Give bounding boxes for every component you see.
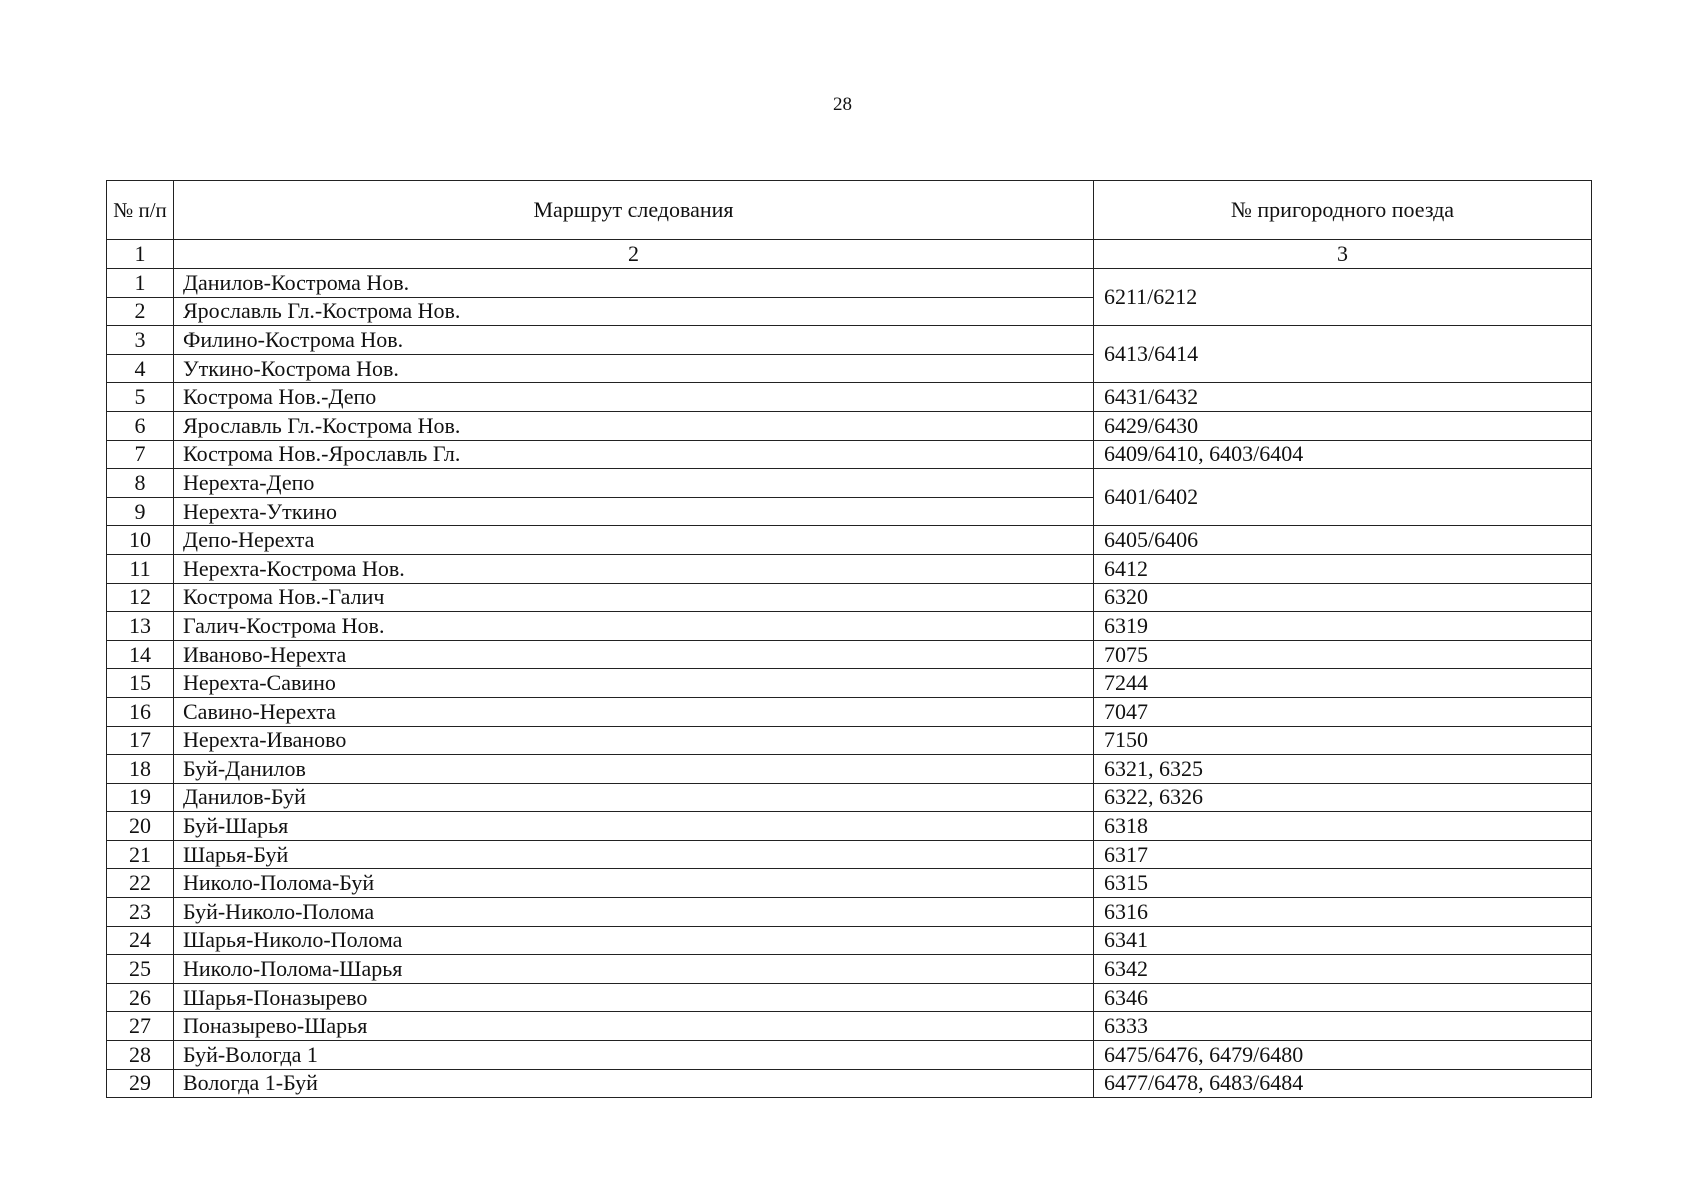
train-number-cell: 6211/6212 bbox=[1094, 269, 1592, 326]
table-row bbox=[107, 383, 1592, 412]
header-row bbox=[107, 181, 1592, 240]
train-number-cell: 6315 bbox=[1094, 869, 1592, 898]
table-row bbox=[107, 812, 1592, 841]
row-number: 27 bbox=[107, 1012, 174, 1041]
table-row bbox=[107, 697, 1592, 726]
train-number-cell: 6405/6406 bbox=[1094, 526, 1592, 555]
train-number-cell: 6342 bbox=[1094, 955, 1592, 984]
row-number: 26 bbox=[107, 983, 174, 1012]
train-number-cell: 6412 bbox=[1094, 554, 1592, 583]
route-cell: Буй-Вологда 1 bbox=[174, 1041, 1094, 1070]
row-number: 20 bbox=[107, 812, 174, 841]
route-cell: Шарья-Буй bbox=[174, 840, 1094, 869]
train-number-cell: 6477/6478, 6483/6484 bbox=[1094, 1069, 1592, 1098]
route-cell: Николо-Полома-Шарья bbox=[174, 955, 1094, 984]
table-row bbox=[107, 869, 1592, 898]
train-number-cell: 6413/6414 bbox=[1094, 326, 1592, 383]
train-number-cell: 6318 bbox=[1094, 812, 1592, 841]
row-number: 7 bbox=[107, 440, 174, 469]
table-row bbox=[107, 326, 1592, 355]
route-cell: Нерехта-Депо bbox=[174, 469, 1094, 498]
table-row bbox=[107, 411, 1592, 440]
train-number-cell: 6431/6432 bbox=[1094, 383, 1592, 412]
route-cell: Кострома Нов.-Галич bbox=[174, 583, 1094, 612]
page-number: 28 bbox=[833, 94, 852, 115]
route-cell: Нерехта-Кострома Нов. bbox=[174, 554, 1094, 583]
table-header bbox=[107, 181, 1592, 269]
table-row bbox=[107, 640, 1592, 669]
train-number-cell: 7244 bbox=[1094, 669, 1592, 698]
train-number-cell: 6317 bbox=[1094, 840, 1592, 869]
row-number: 29 bbox=[107, 1069, 174, 1098]
column-number-row bbox=[107, 240, 1592, 269]
table-row bbox=[107, 526, 1592, 555]
routes-table bbox=[106, 180, 1592, 1098]
row-number: 11 bbox=[107, 554, 174, 583]
table-row bbox=[107, 440, 1592, 469]
table-row bbox=[107, 898, 1592, 927]
train-number-cell: 6346 bbox=[1094, 983, 1592, 1012]
table-body bbox=[107, 269, 1592, 1098]
column-number-3: 3 bbox=[1094, 240, 1592, 269]
row-number: 4 bbox=[107, 354, 174, 383]
row-number: 17 bbox=[107, 726, 174, 755]
table-row bbox=[107, 726, 1592, 755]
table-row bbox=[107, 612, 1592, 641]
route-cell: Данилов-Кострома Нов. bbox=[174, 269, 1094, 298]
row-number: 28 bbox=[107, 1041, 174, 1070]
train-number-cell: 6316 bbox=[1094, 898, 1592, 927]
route-cell: Депо-Нерехта bbox=[174, 526, 1094, 555]
row-number: 23 bbox=[107, 898, 174, 927]
row-number: 14 bbox=[107, 640, 174, 669]
row-number: 13 bbox=[107, 612, 174, 641]
table-row bbox=[107, 554, 1592, 583]
row-number: 3 bbox=[107, 326, 174, 355]
route-cell: Буй-Данилов bbox=[174, 755, 1094, 784]
train-number-cell: 6401/6402 bbox=[1094, 469, 1592, 526]
route-cell: Шарья-Поназырево bbox=[174, 983, 1094, 1012]
header-route: Маршрут следования bbox=[174, 181, 1094, 240]
route-cell: Николо-Полома-Буй bbox=[174, 869, 1094, 898]
train-number-cell: 7075 bbox=[1094, 640, 1592, 669]
route-cell: Нерехта-Уткино bbox=[174, 497, 1094, 526]
route-cell: Кострома Нов.-Ярославль Гл. bbox=[174, 440, 1094, 469]
train-number-cell: 6341 bbox=[1094, 926, 1592, 955]
row-number: 18 bbox=[107, 755, 174, 784]
table-row bbox=[107, 783, 1592, 812]
route-cell: Нерехта-Савино bbox=[174, 669, 1094, 698]
route-cell: Кострома Нов.-Депо bbox=[174, 383, 1094, 412]
table-row bbox=[107, 926, 1592, 955]
train-number-cell: 6475/6476, 6479/6480 bbox=[1094, 1041, 1592, 1070]
train-number-cell: 6319 bbox=[1094, 612, 1592, 641]
route-cell: Шарья-Николо-Полома bbox=[174, 926, 1094, 955]
route-cell: Филино-Кострома Нов. bbox=[174, 326, 1094, 355]
route-cell: Данилов-Буй bbox=[174, 783, 1094, 812]
row-number: 21 bbox=[107, 840, 174, 869]
table-row bbox=[107, 669, 1592, 698]
table-row bbox=[107, 1012, 1592, 1041]
route-cell: Ярославль Гл.-Кострома Нов. bbox=[174, 411, 1094, 440]
route-cell: Галич-Кострома Нов. bbox=[174, 612, 1094, 641]
row-number: 24 bbox=[107, 926, 174, 955]
train-number-cell: 6409/6410, 6403/6404 bbox=[1094, 440, 1592, 469]
train-number-cell: 7150 bbox=[1094, 726, 1592, 755]
route-cell: Вологда 1-Буй bbox=[174, 1069, 1094, 1098]
row-number: 5 bbox=[107, 383, 174, 412]
table-row bbox=[107, 583, 1592, 612]
row-number: 19 bbox=[107, 783, 174, 812]
route-cell: Ярославль Гл.-Кострома Нов. bbox=[174, 297, 1094, 326]
column-number-2: 2 bbox=[174, 240, 1094, 269]
row-number: 15 bbox=[107, 669, 174, 698]
row-number: 8 bbox=[107, 469, 174, 498]
row-number: 9 bbox=[107, 497, 174, 526]
table-row bbox=[107, 983, 1592, 1012]
route-cell: Уткино-Кострома Нов. bbox=[174, 354, 1094, 383]
table-row bbox=[107, 955, 1592, 984]
row-number: 25 bbox=[107, 955, 174, 984]
route-cell: Иваново-Нерехта bbox=[174, 640, 1094, 669]
route-cell: Буй-Шарья bbox=[174, 812, 1094, 841]
table-row bbox=[107, 1069, 1592, 1098]
train-number-cell: 6333 bbox=[1094, 1012, 1592, 1041]
row-number: 10 bbox=[107, 526, 174, 555]
train-number-cell: 6322, 6326 bbox=[1094, 783, 1592, 812]
column-number-1: 1 bbox=[107, 240, 174, 269]
row-number: 1 bbox=[107, 269, 174, 298]
train-number-cell: 6429/6430 bbox=[1094, 411, 1592, 440]
train-number-cell: 6320 bbox=[1094, 583, 1592, 612]
route-cell: Буй-Николо-Полома bbox=[174, 898, 1094, 927]
table-row bbox=[107, 1041, 1592, 1070]
row-number: 12 bbox=[107, 583, 174, 612]
row-number: 16 bbox=[107, 697, 174, 726]
row-number: 6 bbox=[107, 411, 174, 440]
row-number: 2 bbox=[107, 297, 174, 326]
table-row bbox=[107, 269, 1592, 298]
table-row bbox=[107, 755, 1592, 784]
row-number: 22 bbox=[107, 869, 174, 898]
table-row bbox=[107, 840, 1592, 869]
route-cell: Поназырево-Шарья bbox=[174, 1012, 1094, 1041]
train-number-cell: 7047 bbox=[1094, 697, 1592, 726]
route-cell: Нерехта-Иваново bbox=[174, 726, 1094, 755]
route-cell: Савино-Нерехта bbox=[174, 697, 1094, 726]
header-train: № пригородного поезда bbox=[1094, 181, 1592, 240]
table-row bbox=[107, 469, 1592, 498]
train-number-cell: 6321, 6325 bbox=[1094, 755, 1592, 784]
header-num: № п/п bbox=[107, 181, 174, 240]
